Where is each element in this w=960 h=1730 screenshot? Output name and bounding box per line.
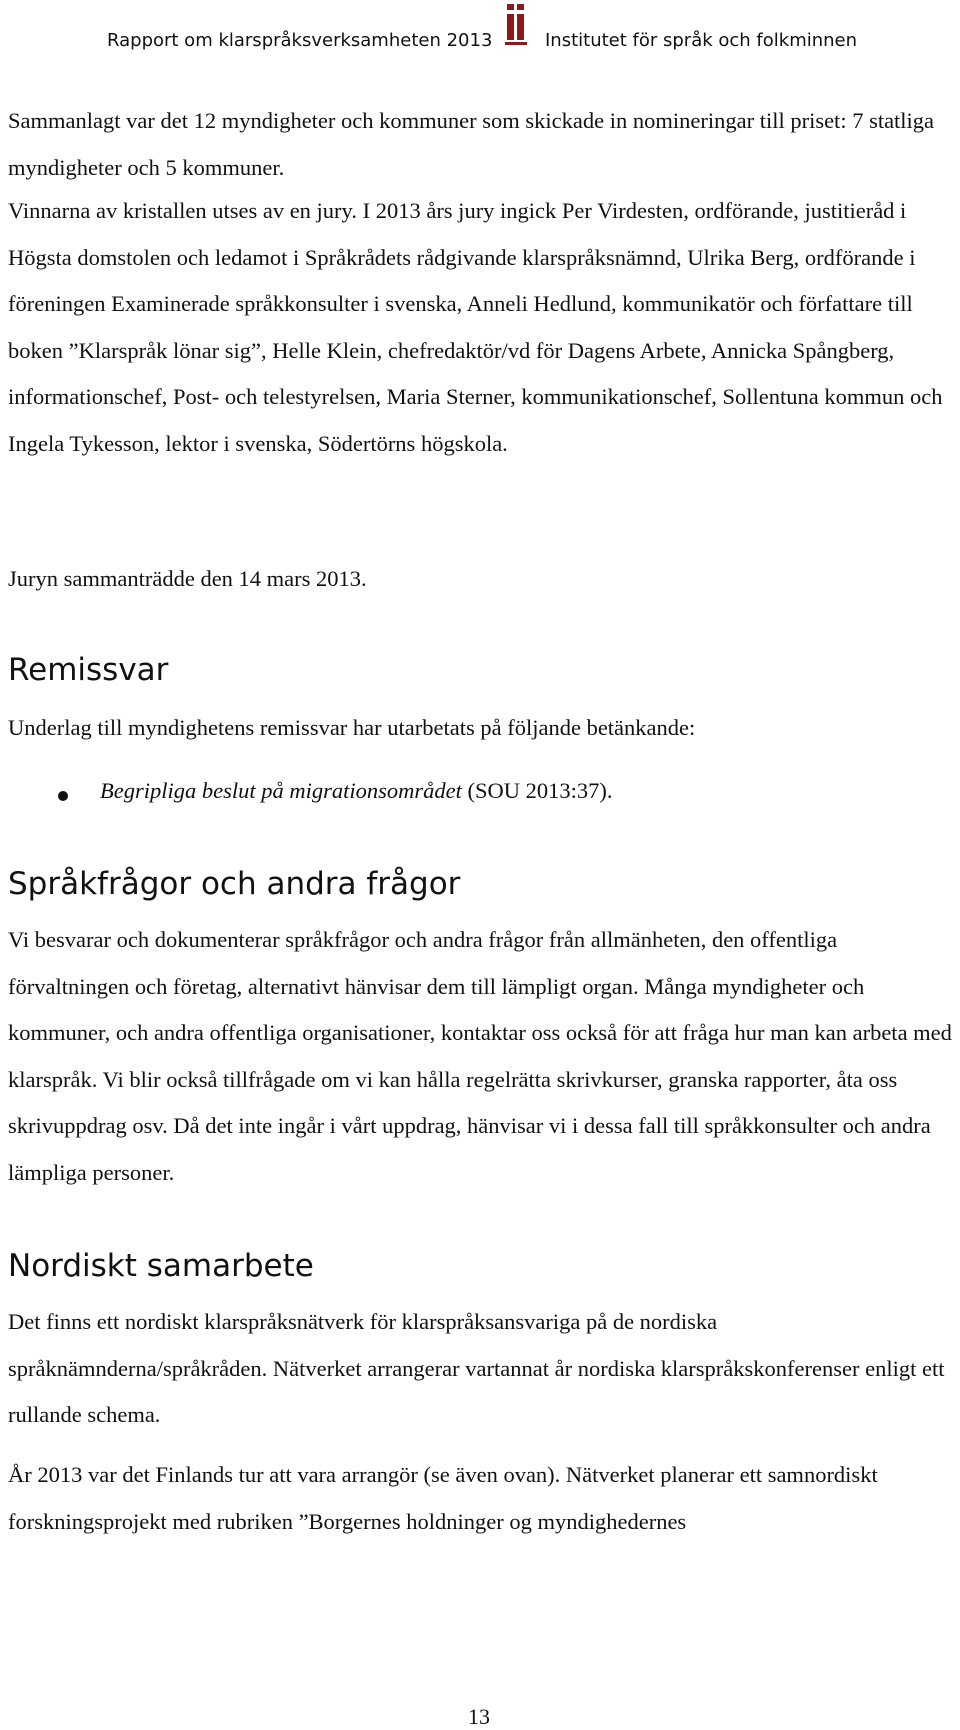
bullet-document-ref: (SOU 2013:37). [461,778,613,803]
nordiskt-paragraph-2013: År 2013 var det Finlands tur att vara arrangör (se även ovan). Nätverket planerar ett samnordiskt forskningsprojekt med rubriken ”Borgernes holdninger og myndighedernes [8,1462,878,1534]
intro-paragraph-nominations: Sammanlagt var det 12 myndigheter och kommuner som skickade in nomineringar till priset: 7 statliga myndigheter och 5 kommuner. [8,108,935,180]
header-institute-name: Institutet för språk och folkminnen [545,30,858,51]
institute-logo-icon [505,4,527,48]
remissvar-section [8,705,958,752]
nordiskt-paragraph-network: Det finns ett nordiskt klarspråksnätverk för klarspråksansvariga på de nordiska språknämnderna/språkråden. Nätverket arrangerar vartannat år nordiska klarspråkskonferenser enligt ett rullande schema. [8,1309,945,1427]
jury-date-section [8,556,958,603]
nordiskt-section-2013 [8,1452,958,1545]
jury-section [8,188,958,468]
page-number: 13 [468,1704,490,1729]
heading-sprakfragor: Språkfrågor och andra frågor [8,866,461,902]
bullet-document-title: Begripliga beslut på migrationsområdet [100,778,462,803]
jury-date-paragraph: Juryn sammanträdde den 14 mars 2013. [8,566,367,591]
heading-nordiskt-samarbete: Nordiskt samarbete [8,1248,314,1284]
page-header [0,0,960,64]
sprakfragor-section [8,917,958,1196]
sprakfragor-paragraph: Vi besvarar och dokumenterar språkfrågor och andra frågor från allmänheten, den offentliga förvaltningen och företag, alternativt hänvisar dem till lämpligt organ. Många myndigheter och kommuner, och andra offentliga organisationer, kontaktar oss också för att fråga hur man kan arbeta med klarspråk. Vi blir också tillfrågade om vi kan hålla regelrätta skrivkurser, granska rapporter, åta oss skrivuppdrag osv. Då det inte ingår i vårt uppdrag, hänvisar vi i dessa fall till språkkonsulter och andra lämpliga personer. [8,927,952,1185]
intro-section [8,98,958,191]
bullet-dot-icon [58,791,68,801]
bullet-text [100,778,613,804]
heading-remissvar: Remissvar [8,652,169,688]
nordiskt-section [8,1299,958,1439]
remissvar-paragraph: Underlag till myndighetens remissvar har utarbetats på följande betänkande: [8,715,696,740]
header-report-title: Rapport om klarspråksverksamheten 2013 [107,30,493,51]
jury-paragraph: Vinnarna av kristallen utses av en jury. I 2013 års jury ingick Per Virdesten, ordförande, justitieråd i Högsta domstolen och ledamot i Språkrådets rådgivande klarspråksnämnd, Ulrika Berg, ordförande i föreningen Examinerade språkkonsulter i svenska, Anneli Hedlund, kommunikatör och författare till boken ”Klarspråk lönar sig”, Helle Klein, chefredaktör/vd för Dagens Arbete, Annicka Spångberg, informationschef, Post- och telestyrelsen, Maria Sterner, kommunikationschef, Sollentuna kommun och Ingela Tykesson, lektor i svenska, Södertörns högskola. [8,198,943,456]
